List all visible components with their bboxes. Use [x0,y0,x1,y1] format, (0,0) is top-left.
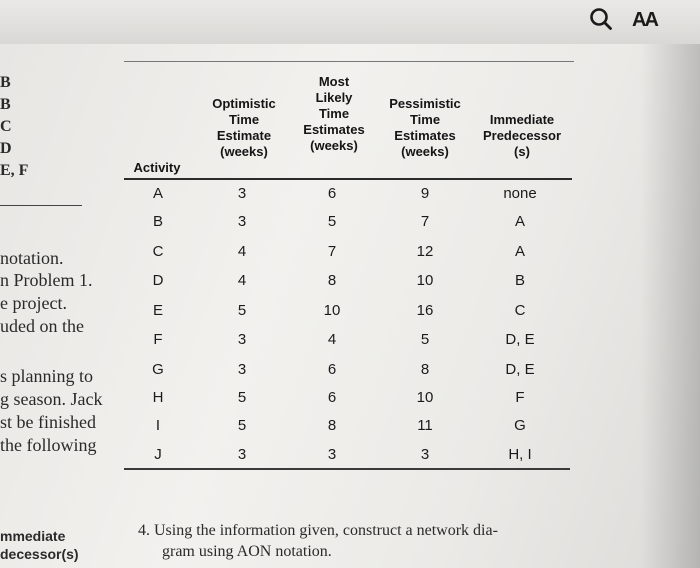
header-rule [124,178,572,180]
cell-activity: G [152,361,164,378]
header-likely [290,74,378,154]
cell-predecessor: C [514,302,526,319]
header-predecessor [470,112,574,160]
cell-pessimistic: 10 [416,272,434,289]
cell-likely: 6 [327,389,337,406]
cell-predecessor: D, E [505,361,535,378]
question-line-1 [138,520,498,541]
cell-activity: B [152,213,163,230]
left-letter: D [0,140,12,157]
header-line: Time [318,106,350,121]
cell-likely: 4 [327,331,337,348]
cell-optimistic: 4 [237,243,247,260]
reader-toolbar [0,0,700,44]
header-line: Most [318,74,350,89]
header-line: Estimates [394,128,456,143]
cell-likely: 10 [323,302,341,319]
cell-likely: 8 [327,417,337,434]
cell-optimistic: 3 [237,361,247,378]
left-text-line: notation. [0,248,64,268]
cell-predecessor: A [514,243,525,260]
left-footer-line: mmediate [0,528,66,544]
cell-predecessor: B [514,272,525,289]
cell-likely: 5 [327,213,337,230]
cell-activity: A [152,185,163,202]
header-pessimistic [376,96,474,160]
cell-pessimistic: 12 [416,243,434,260]
header-line: Estimates [303,122,365,137]
cell-pessimistic: 8 [420,361,430,378]
left-text-line: the following [0,435,97,455]
header-line: Predecessor [482,128,562,143]
header-line: (weeks) [310,138,358,153]
header-line: Likely [315,90,353,105]
cell-optimistic: 5 [237,302,247,319]
question-4 [138,520,498,562]
left-text-line: s planning to [0,366,93,386]
cell-pessimistic: 3 [420,446,430,463]
cell-activity: I [155,417,161,434]
cell-predecessor: D, E [505,331,535,348]
cell-predecessor: A [514,213,525,230]
left-text-line: g season. Jack [0,389,103,409]
question-text-2: gram using AON notation. [162,543,332,560]
header-optimistic [196,96,292,160]
table-top-rule [124,61,574,62]
cell-optimistic: 5 [237,417,247,434]
left-letter: B [0,96,11,113]
cell-optimistic: 3 [237,446,247,463]
cell-pessimistic: 10 [416,389,434,406]
left-footer-line: decessor(s) [0,546,79,562]
left-text-line: uded on the [0,316,84,336]
left-letter: B [0,74,11,91]
cell-optimistic: 3 [237,185,247,202]
search-icon[interactable] [588,6,614,37]
cell-optimistic: 3 [237,331,247,348]
header-line: Immediate [489,112,555,127]
cell-pessimistic: 5 [420,331,430,348]
cell-likely: 7 [327,243,337,260]
text-size-button[interactable] [632,9,657,32]
header-line: Time [409,112,441,127]
text-size-label: AA [632,9,657,31]
cell-likely: 6 [327,185,337,202]
header-line: Optimistic [212,96,276,111]
cell-optimistic: 5 [237,389,247,406]
header-line: Time [228,112,260,127]
cell-activity: J [154,446,162,463]
header-line: (s) [514,144,530,159]
cell-activity: D [152,272,164,289]
cell-predecessor: none [503,185,537,202]
cell-optimistic: 4 [237,272,247,289]
left-text-line: n Problem 1. [0,270,93,290]
cell-activity: E [152,302,163,319]
page-shadow [640,44,700,568]
header-line: Pessimistic [389,96,461,111]
cell-activity: F [153,331,163,348]
cell-predecessor: H, I [508,446,532,463]
left-letter: C [0,118,12,135]
left-rule [0,205,82,206]
header-activity: Activity [133,160,181,175]
cell-likely: 3 [327,446,337,463]
question-text-1: Using the information given, construct a network dia- [154,522,498,539]
left-letter: E, F [0,162,29,179]
header-line: (weeks) [401,144,449,159]
table-bottom-rule [124,468,570,470]
cell-activity: C [152,243,164,260]
cell-pessimistic: 11 [417,417,433,434]
question-number: 4. [138,522,150,539]
cell-predecessor: F [515,389,525,406]
cell-activity: H [152,389,164,406]
left-text-line: st be finished [0,412,96,432]
cell-pessimistic: 7 [420,213,430,230]
left-text-line: e project. [0,293,67,313]
header-line: Estimate [216,128,272,143]
cell-pessimistic: 9 [420,185,430,202]
header-line: (weeks) [220,144,268,159]
cell-likely: 8 [327,272,337,289]
cell-optimistic: 3 [237,213,247,230]
cell-predecessor: G [514,417,526,434]
cell-pessimistic: 16 [416,302,434,319]
cell-likely: 6 [327,361,337,378]
